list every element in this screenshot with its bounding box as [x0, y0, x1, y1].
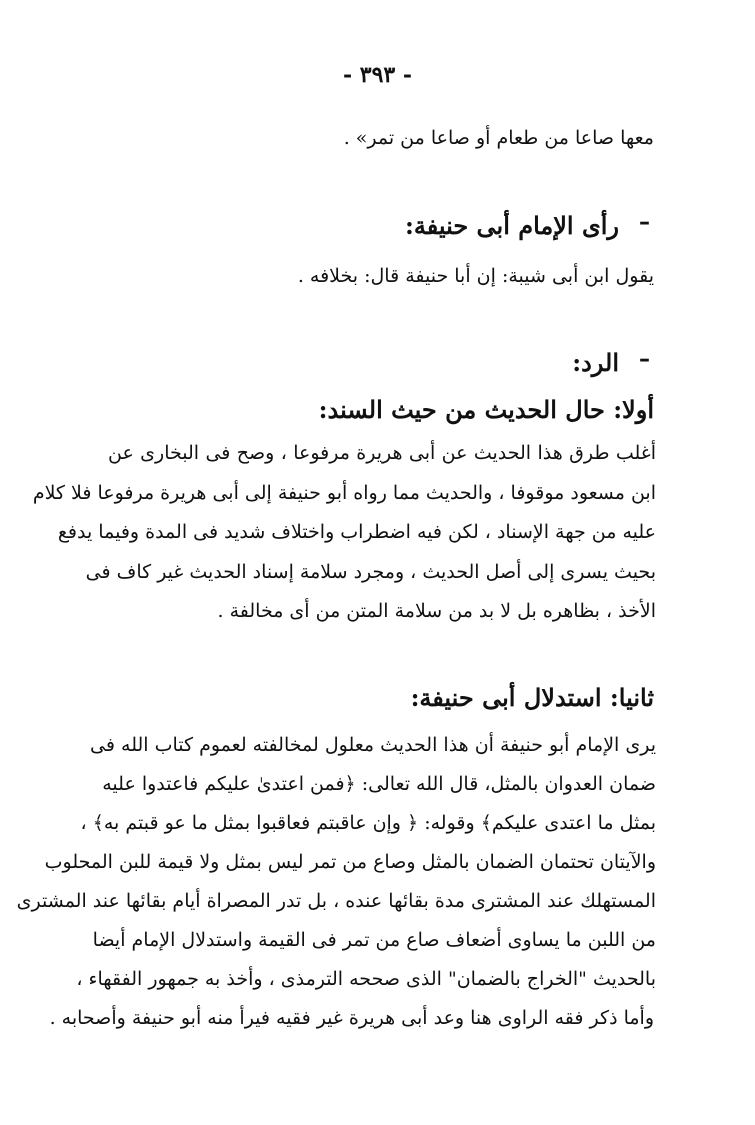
- paragraph-line: من اللبن ما يساوى أضعاف صاع من تمر فى القيمة واستدلال الإمام أيضا: [92, 929, 656, 951]
- section-dash: –: [639, 210, 650, 235]
- section-dash: –: [639, 347, 650, 372]
- paragraph-line: وأما ذكر فقه الراوى هنا وعد أبى هريرة غير فقيه فيرأ منه أبو حنيفة وأصحابه .: [49, 1007, 654, 1029]
- paragraph-line: والآيتان تحتمان الضمان بالمثل وصاع من تمر ليس بمثل ولا قيمة للبن المحلوب: [44, 851, 656, 873]
- page-number: - ٣٩٣ -: [342, 62, 413, 88]
- subheading-second: ثانيا: استدلال أبى حنيفة:: [410, 683, 654, 712]
- paragraph-line: المستهلك عند المشترى مدة بقائها عنده ، بل تدر المصراة أيام بقائها عند المشترى: [16, 890, 656, 912]
- paragraph-line: أغلب طرق هذا الحديث عن أبى هريرة مرفوعا ، وصح فى البخارى عن: [108, 442, 656, 464]
- paragraph-line: ضمان العدوان بالمثل، قال الله تعالى: ﴿فمن اعتدىٰ عليكم فاعتدوا عليه: [102, 773, 656, 795]
- paragraph-line: يرى الإمام أبو حنيفة أن هذا الحديث معلول لمخالفته لعموم كتاب الله فى: [90, 734, 656, 756]
- subheading-first: أولا: حال الحديث من حيث السند:: [318, 395, 654, 424]
- paragraph-line: ابن مسعود موقوفا ، والحديث مما رواه أبو حنيفة إلى أبى هريرة مرفوعا فلا كلام: [32, 482, 656, 504]
- section-heading-response: الرد:: [572, 348, 619, 377]
- intro-line: معها صاعا من طعام أو صاعا من تمر» .: [343, 127, 654, 149]
- paragraph-line: عليه من جهة الإسناد ، لكن فيه اضطراب واختلاف شديد فى المدة وفيما يدفع: [57, 521, 656, 543]
- section-heading-abu-hanifa-view: رأى الإمام أبى حنيفة:: [404, 211, 619, 240]
- paragraph-line: الأخذ ، بظاهره بل لا بد من سلامة المتن من أى مخالفة .: [217, 600, 656, 622]
- paragraph-line: بالحديث "الخراج بالضمان" الذى صححه الترمذى ، وأخذ به جمهور الفقهاء ،: [76, 968, 656, 990]
- abu-hanifa-view-text: يقول ابن أبى شيبة: إن أبا حنيفة قال: بخلافه .: [297, 265, 654, 287]
- paragraph-line: بحيث يسرى إلى أصل الحديث ، ومجرد سلامة إسناد الحديث غير كاف فى: [85, 561, 656, 583]
- paragraph-line: بمثل ما اعتدى عليكم﴾ وقوله: ﴿ وإن عاقبتم فعاقبوا بمثل ما عو قبتم به﴾ ،: [80, 812, 656, 834]
